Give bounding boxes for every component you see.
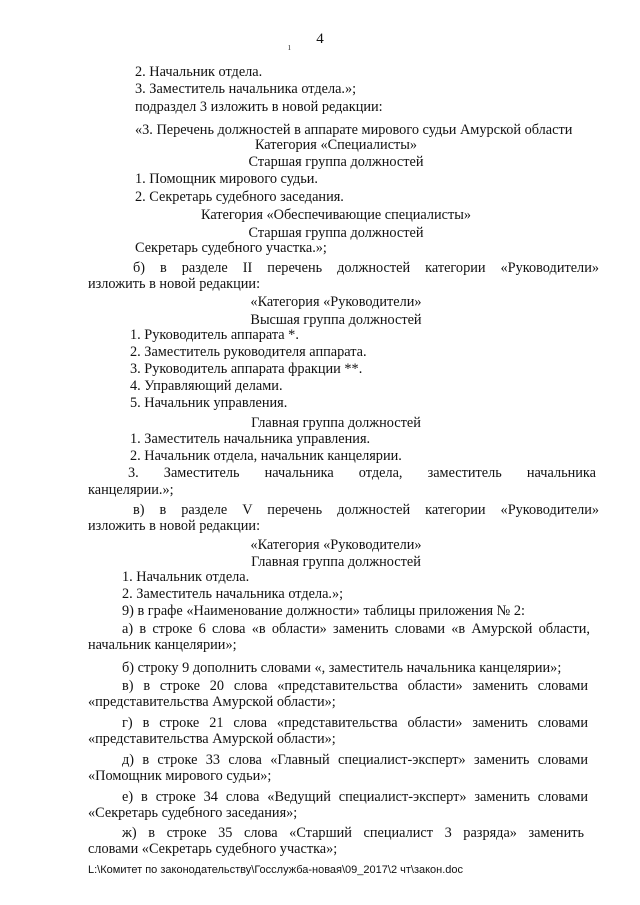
category-heading: «Категория «Руководители»	[250, 294, 422, 310]
text-line: Секретарь судебного участка.»;	[135, 240, 327, 256]
page-number: 4	[316, 31, 324, 47]
scan-mark: ı	[288, 42, 291, 53]
text-line: словами «Секретарь судебного участка»;	[88, 841, 338, 857]
text-line: «представительства Амурской области»;	[88, 731, 336, 747]
group-heading: Главная группа должностей	[251, 415, 421, 431]
text-line: 2. Заместитель начальника отдела.»;	[122, 586, 344, 602]
category-heading: «Категория «Руководители»	[250, 537, 422, 553]
text-line: «представительства Амурской области»;	[88, 694, 336, 710]
text-line: «3. Перечень должностей в аппарате мирового судьи Амурской области	[135, 122, 573, 138]
text-line: «Секретарь судебного заседания»;	[88, 805, 298, 821]
text-line: 2. Начальник отдела, начальник канцелярии.	[130, 448, 402, 464]
text-line: 1. Помощник мирового судьи.	[135, 171, 318, 187]
text-line: е) в строке 34 слова «Ведущий специалист-эксперт» заменить словами	[122, 789, 588, 805]
text-line: а) в строке 6 слова «в области» заменить словами «в Амурской области,	[122, 621, 590, 637]
text-line: 1. Руководитель аппарата *.	[130, 327, 299, 343]
text-line: 3. Руководитель аппарата фракции **.	[130, 361, 363, 377]
text-line: 5. Начальник управления.	[130, 395, 288, 411]
group-heading: Старшая группа должностей	[248, 225, 424, 241]
file-path-footer: L:\Комитет по законодательству\Госслужба-новая\09_2017\2 чт\закон.doc	[88, 864, 464, 876]
text-line: 1. Начальник отдела.	[122, 569, 250, 585]
text-line: «Помощник мирового судьи»;	[88, 768, 272, 784]
text-line: 3. Заместитель начальника отдела.»;	[135, 81, 357, 97]
text-line: в) в строке 20 слова «представительства области» заменить словами	[122, 678, 588, 694]
category-heading: Категория «Специалисты»	[254, 137, 418, 153]
text-line: б) в разделе II перечень должностей категории «Руководители»	[133, 260, 599, 276]
text-line: 4. Управляющий делами.	[130, 378, 283, 394]
text-line: канцелярии.»;	[88, 482, 174, 498]
text-line: 9) в графе «Наименование должности» таблицы приложения № 2:	[122, 603, 526, 619]
text-line: в) в разделе V перечень должностей категории «Руководители»	[133, 502, 599, 518]
group-heading: Главная группа должностей	[251, 554, 421, 570]
text-line: 2. Секретарь судебного заседания.	[135, 189, 344, 205]
text-line: 2. Начальник отдела.	[135, 64, 263, 80]
text-line: г) в строке 21 слова «представительства области» заменить словами	[122, 715, 588, 731]
category-heading: Категория «Обеспечивающие специалисты»	[200, 207, 472, 223]
group-heading: Старшая группа должностей	[248, 154, 424, 170]
text-line: д) в строке 33 слова «Главный специалист-эксперт» заменить словами	[122, 752, 588, 768]
text-line: 2. Заместитель руководителя аппарата.	[130, 344, 367, 360]
text-line: изложить в новой редакции:	[88, 276, 261, 292]
text-line: ж) в строке 35 слова «Старший специалист 3 разряда» заменить	[122, 825, 584, 841]
text-line: подраздел 3 изложить в новой редакции:	[135, 99, 383, 115]
text-line: 3. Заместитель начальника отдела, заместитель начальника	[128, 465, 596, 481]
text-line: б) строку 9 дополнить словами «, заместитель начальника канцелярии»;	[122, 660, 562, 676]
text-line: изложить в новой редакции:	[88, 518, 261, 534]
text-line: 1. Заместитель начальника управления.	[130, 431, 371, 447]
text-line: начальник канцелярии»;	[88, 637, 237, 653]
group-heading: Высшая группа должностей	[250, 312, 422, 328]
